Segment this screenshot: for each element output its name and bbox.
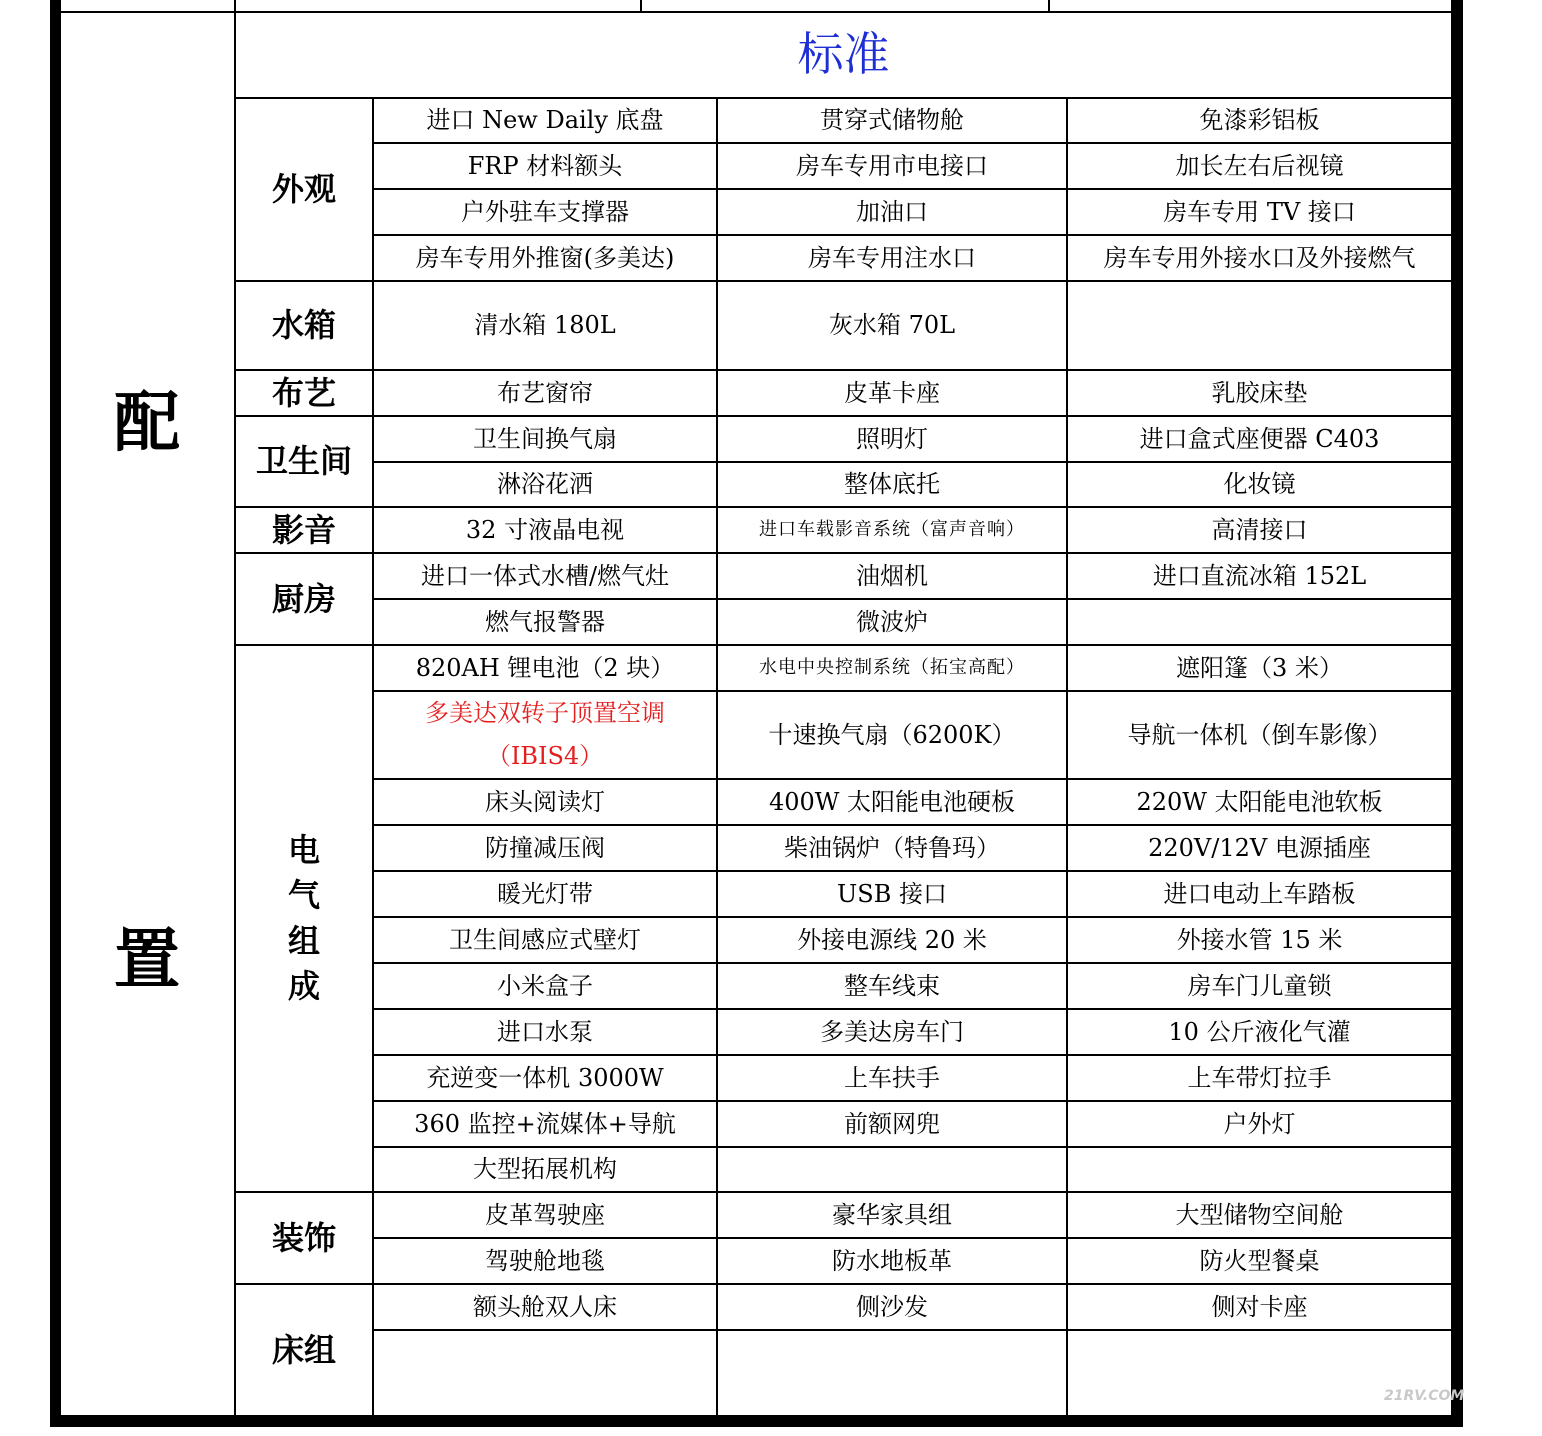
table-cell: 房车专用注水口 <box>808 243 976 272</box>
table-cell: 暖光灯带 <box>497 879 593 908</box>
table-cell: 加油口 <box>856 197 928 226</box>
table-cell: 皮革卡座 <box>844 378 940 407</box>
table-cell: 整体底托 <box>844 470 940 499</box>
table-cell: 防水地板革 <box>832 1246 952 1275</box>
table-cell: 皮革驾驶座 <box>485 1200 605 1229</box>
standard-header: 标准 <box>797 27 890 82</box>
table-cell: 防火型餐桌 <box>1199 1246 1320 1275</box>
category-char: 组 <box>287 921 320 960</box>
table-cell: 小米盒子 <box>497 971 593 1000</box>
table-cell: 房车专用外接水口及外接燃气 <box>1103 243 1416 272</box>
table-cell: 220W 太阳能电池软板 <box>1136 787 1383 816</box>
table-cell: 220V/12V 电源插座 <box>1148 833 1371 862</box>
table-cell: 微波炉 <box>856 607 928 636</box>
table-cell: 燃气报警器 <box>485 607 605 636</box>
table-cell: 柴油锅炉（特鲁玛） <box>784 833 1000 862</box>
table-cell: 上车带灯拉手 <box>1187 1063 1332 1092</box>
table-cell: 大型拓展机构 <box>473 1155 617 1184</box>
table-cell: 驾驶舱地毯 <box>485 1246 605 1275</box>
table-cell <box>717 1147 1067 1192</box>
category-exterior: 外观 <box>271 170 336 209</box>
table-cell: 上车扶手 <box>844 1063 940 1092</box>
grid-line-v <box>640 0 642 12</box>
table-cell: 淋浴花洒 <box>497 470 593 499</box>
section-label-char-2: 置 <box>114 921 180 999</box>
category-av: 影音 <box>271 510 336 549</box>
table-cell: 进口一体式水槽/燃气灶 <box>420 561 670 590</box>
category-fabric: 布艺 <box>271 373 336 412</box>
highlight-line-1: 多美达双转子顶置空调 <box>425 698 665 727</box>
table-cell: 额头舱双人床 <box>473 1292 617 1321</box>
table-cell: 整车线束 <box>844 971 940 1000</box>
table-cell: 乳胶床垫 <box>1211 378 1308 407</box>
table-cell-highlight <box>373 691 717 779</box>
table-cell: 多美达房车门 <box>820 1017 964 1046</box>
table-cell: 户外驻车支撑器 <box>461 197 629 226</box>
category-water: 水箱 <box>271 306 336 345</box>
table-cell: 充逆变一体机 3000W <box>426 1063 664 1092</box>
table-cell <box>1067 1147 1452 1192</box>
table-cell: 加长左右后视镜 <box>1175 151 1344 180</box>
table-cell: 侧对卡座 <box>1211 1292 1308 1321</box>
table-cell: 卫生间换气扇 <box>473 424 617 453</box>
table-cell: 十速换气扇（6200K） <box>768 720 1016 749</box>
category-bed: 床组 <box>271 1330 336 1369</box>
table-cell: 照明灯 <box>856 424 928 453</box>
table-cell: 导航一体机（倒车影像） <box>1127 720 1392 749</box>
table-cell: 遮阳篷（3 米） <box>1176 653 1343 682</box>
table-cell: 油烟机 <box>856 561 928 590</box>
table-cell: 400W 太阳能电池硬板 <box>768 787 1016 816</box>
category-kitchen: 厨房 <box>271 579 336 618</box>
table-cell: 水电中央控制系统（拓宝高配） <box>759 657 1025 679</box>
table-cell: 360 监控+流媒体+导航 <box>414 1109 676 1138</box>
table-cell: 进口盒式座便器 C403 <box>1139 424 1380 453</box>
table-cell: 820AH 锂电池（2 块） <box>415 653 675 682</box>
table-cell: 房车专用市电接口 <box>796 151 988 180</box>
watermark: 21RV.COM <box>1384 1388 1465 1404</box>
table-cell: 侧沙发 <box>856 1292 928 1321</box>
table-cell: 房车专用 TV 接口 <box>1163 197 1356 226</box>
table-cell: 32 寸液晶电视 <box>465 515 625 544</box>
table-cell: 房车门儿童锁 <box>1187 971 1332 1000</box>
grid-line-h <box>61 1415 1452 1417</box>
table-cell: 大型储物空间舱 <box>1175 1200 1344 1229</box>
table-cell: 灰水箱 70L <box>828 311 956 340</box>
table-cell: 化妆镜 <box>1223 470 1296 499</box>
table-cell: 卫生间感应式壁灯 <box>449 925 641 954</box>
config-table <box>61 0 1452 1416</box>
table-cell: 清水箱 180L <box>474 311 616 340</box>
table-cell: 户外灯 <box>1223 1109 1296 1138</box>
table-cell: 前额网兜 <box>844 1109 940 1138</box>
category-char: 气 <box>287 876 320 915</box>
table-cell <box>373 1330 717 1416</box>
table-cell: 进口车载影音系统（富声音响） <box>759 519 1025 541</box>
table-cell: 布艺窗帘 <box>497 378 593 407</box>
category-bath: 卫生间 <box>255 442 352 481</box>
table-cell: 进口直流冰箱 152L <box>1152 561 1367 590</box>
table-cell: 贯穿式储物舱 <box>820 106 964 135</box>
highlight-line-2: （IBIS4） <box>486 742 604 770</box>
table-cell <box>1067 281 1452 370</box>
category-char: 成 <box>287 966 320 1005</box>
table-cell: USB 接口 <box>837 879 947 908</box>
table-cell: 外接电源线 20 米 <box>797 925 987 954</box>
table-cell: 房车专用外推窗(多美达) <box>415 243 675 272</box>
table-cell: 10 公斤液化气灌 <box>1168 1017 1351 1046</box>
table-cell: 高清接口 <box>1211 515 1308 544</box>
table-cell: 进口 New Daily 底盘 <box>426 106 664 135</box>
table-cell <box>1067 599 1452 645</box>
table-cell: 床头阅读灯 <box>485 787 605 816</box>
grid-line-h <box>61 11 1452 13</box>
table-cell: 进口水泵 <box>497 1017 593 1046</box>
table-cell: 豪华家具组 <box>832 1200 952 1229</box>
section-label-char-1: 配 <box>114 384 180 462</box>
table-cell: FRP 材料额头 <box>467 151 623 180</box>
table-cell: 进口电动上车踏板 <box>1163 879 1356 908</box>
category-decor: 装饰 <box>271 1218 336 1257</box>
table-cell: 防撞减压阀 <box>485 833 605 862</box>
table-cell: 免漆彩铝板 <box>1199 106 1320 135</box>
category-char: 电 <box>287 830 320 869</box>
grid-line-v <box>1048 0 1050 12</box>
category-electric <box>235 645 373 1192</box>
table-cell <box>717 1330 1067 1416</box>
table-cell: 外接水管 15 米 <box>1176 925 1343 954</box>
